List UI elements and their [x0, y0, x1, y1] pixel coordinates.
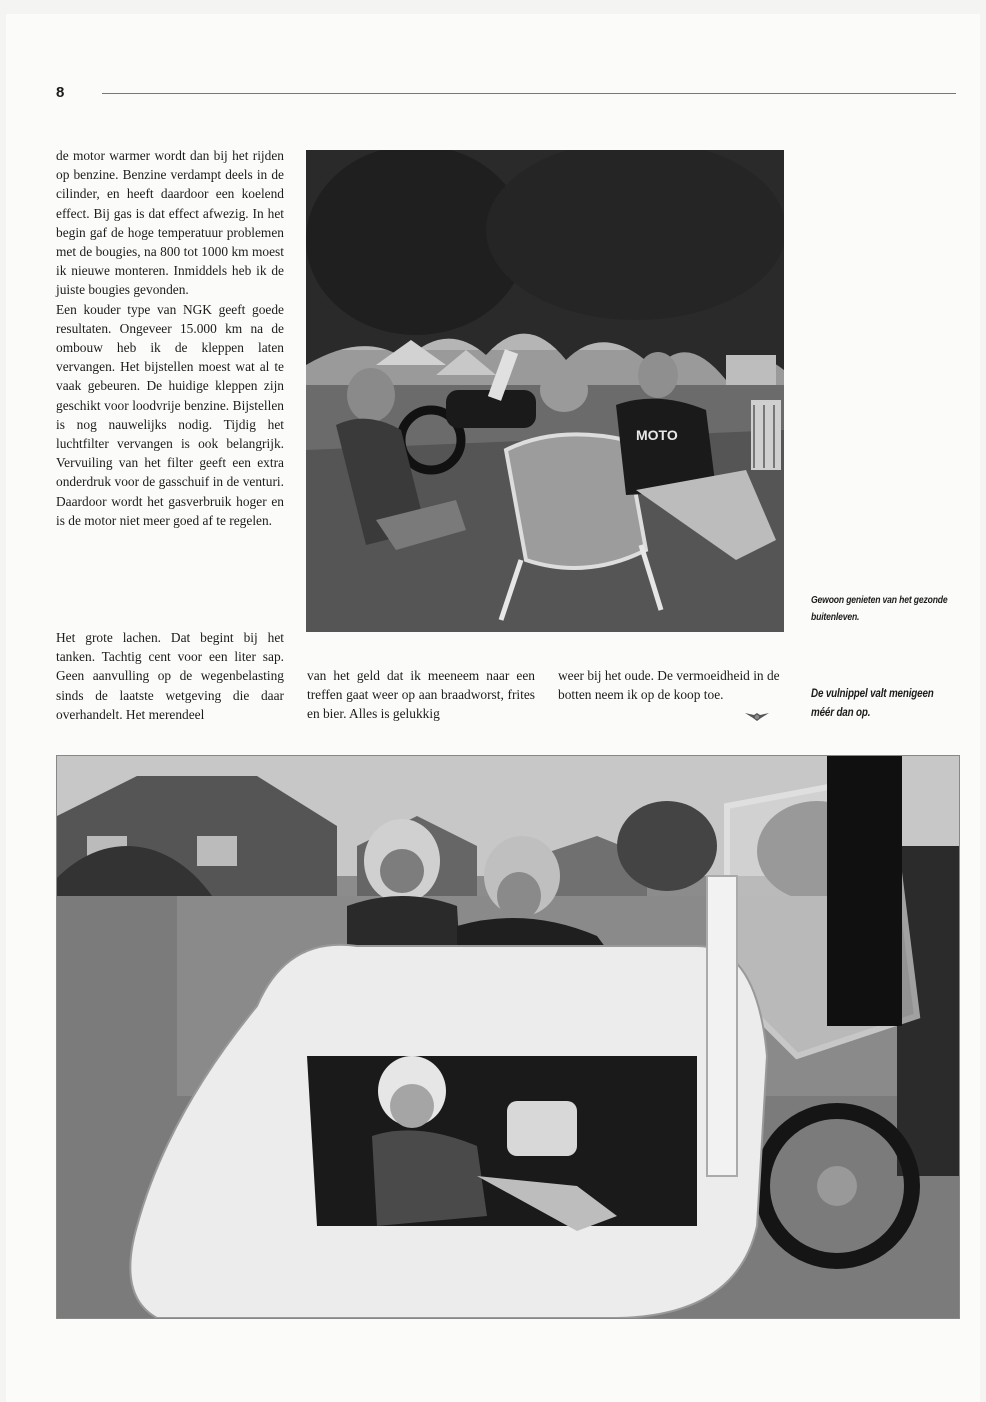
- photo-sidecar-image: [57, 756, 959, 1318]
- header-rule: [102, 93, 956, 94]
- text-run: geeft goede resultaten. Ongeveer 15.000 km na de ombouw heb ik de kleppen laten vervangen. Het bijstellen moest wat al te vaak gebeuren. De huidige kleppen zijn geschikt voor loodvrije benzine. Bijstellen is nog nauwelijks nodig. Tijdig het luchtfilter vervangen is ook belangrijk. Vervuiling van het filter geeft een extra onderdruk voor de gasschuif in de venturi. Daardoor wordt het gasverbruik hoger en is de motor niet meer goed af te regelen.: [56, 301, 285, 528]
- caption-campers: Gewoon genieten van het gezonde buitenleven.: [811, 594, 948, 623]
- text-run: Een kouder type van: [56, 301, 183, 317]
- photo-family-sidecar: [56, 755, 960, 1319]
- paragraph-kleppen: [56, 300, 284, 530]
- article-column-3: [558, 666, 790, 704]
- paragraph-lachen: Het grote lachen. Dat begint bij het tanken. Tachtig cent voor een liter sap. Geen aanvulling op de wegenbelasting sinds de laatste wetgeving die daar overhandelt. Het merendeel: [56, 630, 284, 722]
- page-number: 8: [56, 84, 65, 101]
- paragraph-bougies: de motor warmer wordt dan bij het rijden op benzine. Benzine verdampt deels in de cilinder, en heeft daardoor een koelend effect. Bij gas is dat effect afwezig. In het begin gaf de hoge temperatuur problemen met de bougies, na 800 tot 1000 km moest ik nieuwe monteren. Inmiddels heb ik de juiste bougies gevonden.: [56, 148, 284, 298]
- caption-sidecar: De vulnippel valt menigeen méér dan op.: [811, 686, 934, 719]
- magazine-page: [6, 14, 980, 1402]
- article-column-2: [307, 666, 535, 724]
- end-mark-wing-logo: [744, 709, 770, 723]
- photo-campers-relaxing: [306, 150, 784, 632]
- shirt-text: MOTO: [636, 427, 678, 443]
- paragraph-geld: van het geld dat ik meeneem naar een treffen gaat weer op aan braadworst, frites en bier. Alles is gelukkig: [307, 668, 535, 722]
- article-column-1: [56, 146, 284, 530]
- brand-ngk: NGK: [182, 301, 212, 317]
- photo-campers-image: [306, 150, 784, 632]
- paragraph-oude: weer bij het oude. De vermoeidheid in de botten neem ik op de koop toe.: [558, 668, 780, 703]
- article-column-1-continued: [56, 628, 284, 724]
